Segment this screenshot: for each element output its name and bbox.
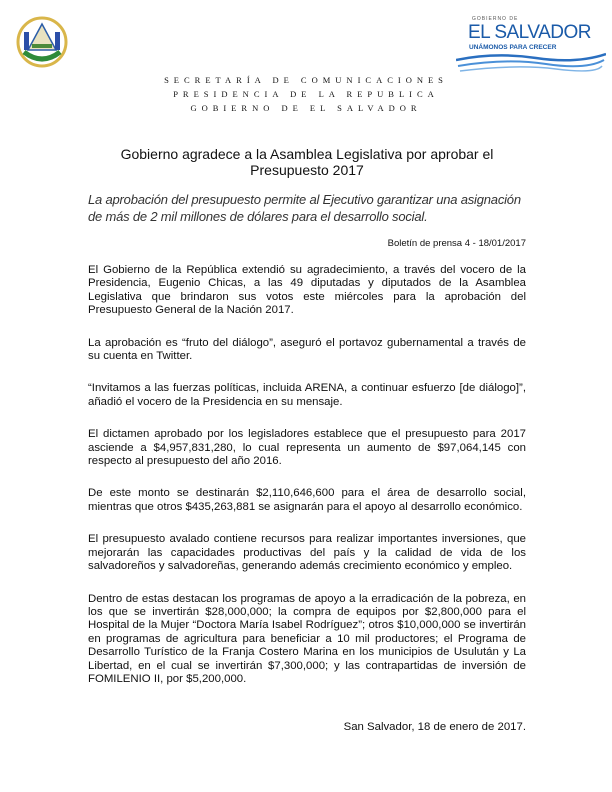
header-line-presidencia: PRESIDENCIA DE LA REPUBLICA — [173, 89, 439, 99]
article-subtitle: La aprobación del presupuesto permite al Ejecutivo garantizar una asignación de más de 2 mil millones de dólares para el desarrollo social. — [88, 192, 521, 224]
wave-icon — [456, 52, 606, 74]
article-body — [88, 264, 526, 705]
paragraph: El presupuesto avalado contiene recursos para realizar importantes inversiones, que mejorarán las capacidades productivas del país y la calidad de vida de los salvadoreños y salvadoreñas, generando además crecimiento económico y empleo. — [88, 533, 526, 573]
logo-tagline: UNÁMONOS PARA CRECER — [469, 44, 557, 51]
logo-main-text: EL SALVADOR — [468, 22, 591, 43]
logo-small-text: GOBIERNO DE — [472, 16, 519, 22]
closing-place-date: San Salvador, 18 de enero de 2017. — [343, 721, 526, 733]
government-logo — [456, 14, 606, 74]
article-title: Gobierno agradece a la Asamblea Legislativa por aprobar el Presupuesto 2017 — [120, 146, 494, 178]
header-line-secretaria: SECRETARÍA DE COMUNICACIONES — [164, 75, 448, 85]
paragraph: Dentro de estas destacan los programas de apoyo a la erradicación de la pobreza, en los que se invertirán $28,000,000; la compra de equipos por $2,800,000 para el Hospital de la Mujer “Doctora María Isabel Rodríguez”; otros $10,000,000 se invertirán en programas de agricultura para beneficiar a 10 mil productores; el Programa de Desarrollo Turístico de la Franja Costero Marina en los municipios de Usulután y La Libertad, en el cual se invertirán $7,300,000; y las contrapartidas de inversión de FOMILENIO II, por $5,200,000. — [88, 592, 526, 685]
paragraph: El Gobierno de la República extendió su agradecimiento, a través del vocero de la Presidencia, Eugenio Chicas, a las 49 diputadas y diputados de la Asamblea Legislativa que brindaron sus votos este miércoles para la aprobación del Presupuesto General de la Nación 2017. — [88, 264, 526, 317]
paragraph: El dictamen aprobado por los legisladores establece que el presupuesto para 2017 asciende a $4,957,831,280, lo cual representa un aumento de $97,064,145 con respecto al presupuesto del año 2016. — [88, 428, 526, 468]
header-line-gobierno: GOBIERNO DE EL SALVADOR — [190, 103, 422, 113]
bulletin-number-date: Boletín de prensa 4 - 18/01/2017 — [387, 238, 526, 249]
paragraph: De este monto se destinarán $2,110,646,600 para el área de desarrollo social, mientras que otros $435,263,881 se asignarán para el apoyo al desarrollo económico. — [88, 487, 526, 513]
paragraph: “Invitamos a las fuerzas políticas, incluida ARENA, a continuar esfuerzo [de diálogo]”, añadió el vocero de la Presidencia en su mensaje. — [88, 382, 526, 408]
paragraph: La aprobación es “fruto del diálogo”, aseguró el portavoz gubernamental a través de su cuenta en Twitter. — [88, 336, 526, 363]
national-seal-icon — [16, 14, 68, 70]
